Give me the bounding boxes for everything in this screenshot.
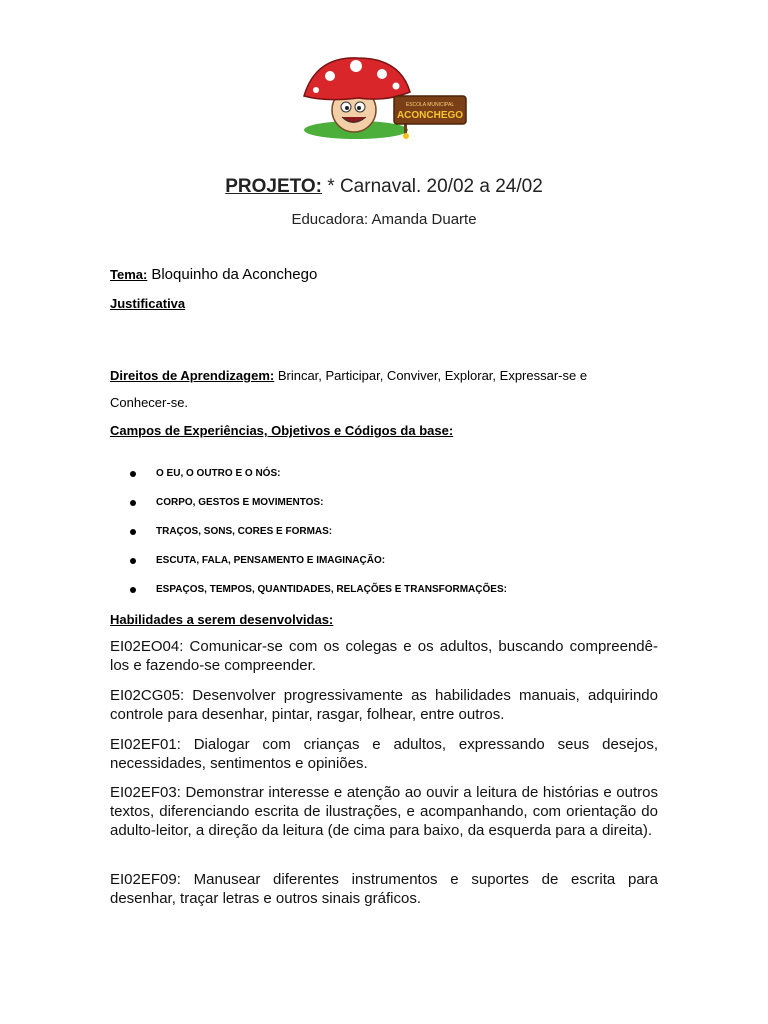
bullet-icon [130, 471, 136, 477]
project-title [0, 176, 768, 198]
project-text: * Carnaval. 20/02 a 24/02 [322, 176, 543, 197]
habilidade-paragraph: EI02EF01: Dialogar com crianças e adultos, expressando seus desejos, necessidades, sentimentos e opiniões. [110, 736, 658, 772]
habilidade-paragraph: EI02CG05: Desenvolver progressivamente as habilidades manuais, adquirindo controle para desenhar, pintar, rasgar, folhear, entre outros. [110, 687, 658, 723]
direitos-row [110, 368, 587, 383]
tema-row [110, 266, 317, 284]
habilidade-paragraph: EI02EF03: Demonstrar interesse e atenção ao ouvir a leitura de histórias e outros textos, diferenciando escrita de ilustrações, e acompanhando, com orientação do adulto-leitor, a direção da leitura (de cima para baixo, da esquerda para a direita). [110, 784, 658, 839]
campos-heading [110, 422, 453, 440]
educator-line: Educadora: Amanda Duarte [291, 211, 477, 228]
bullet-icon [130, 558, 136, 564]
tema-label: Tema: [110, 267, 148, 282]
habilidades-heading [110, 611, 333, 629]
habilidades-label: Habilidades a serem desenvolvidas: [110, 612, 334, 627]
habilidade-paragraph: EI02EO04: Comunicar-se com os colegas e os adultos, buscando compreendê-los e fazendo-se compreender. [110, 638, 658, 674]
list-item: TRAÇOS, SONS, CORES E FORMAS: [130, 517, 507, 546]
bullet-icon [130, 587, 136, 593]
list-item: ESPAÇOS, TEMPOS, QUANTIDADES, RELAÇÕES E TRANSFORMAÇÕES: [130, 575, 507, 604]
direitos-label: Direitos de Aprendizagem: [110, 368, 275, 383]
bullet-icon [130, 529, 136, 535]
list-item: ESCUTA, FALA, PENSAMENTO E IMAGINAÇÃO: [130, 546, 507, 575]
direitos-text: Brincar, Participar, Conviver, Explorar, Expressar-se e [274, 368, 588, 383]
list-item: O EU, O OUTRO E O NÓS: [130, 459, 507, 488]
campos-label: Campos de Experiências, Objetivos e Códigos da base: [110, 423, 454, 438]
habilidade-paragraph: EI02EF09: Manusear diferentes instrumentos e suportes de escrita para desenhar, traçar letras e outros sinais gráficos. [110, 871, 658, 907]
logo-name-text: ACONCHEGO [396, 110, 464, 121]
justificativa-heading [110, 295, 185, 313]
school-logo [296, 52, 472, 144]
logo-small-text: ESCOLA MUNICIPAL [405, 102, 455, 108]
campos-list [130, 459, 507, 604]
justificativa-label: Justificativa [110, 296, 186, 311]
list-item: CORPO, GESTOS E MOVIMENTOS: [130, 488, 507, 517]
bullet-icon [130, 500, 136, 506]
tema-value: Bloquinho da Aconchego [151, 266, 318, 283]
project-label: PROJETO: [225, 176, 322, 197]
direitos-continuation: Conhecer-se. [110, 395, 189, 410]
